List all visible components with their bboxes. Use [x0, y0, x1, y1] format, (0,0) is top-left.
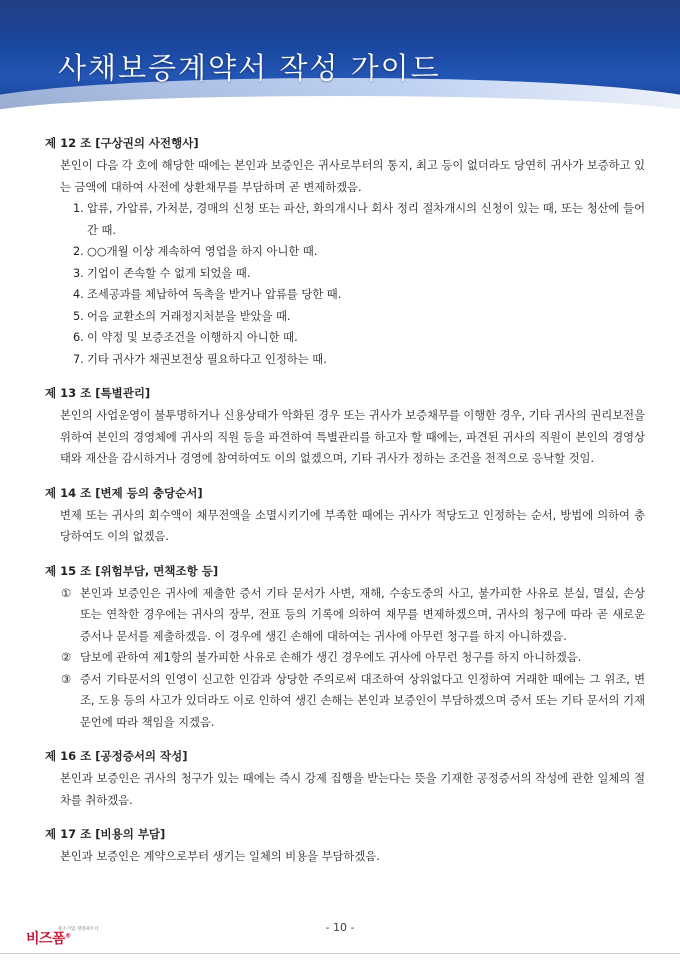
- clause-number: ③: [61, 672, 72, 686]
- clause-item: [61, 647, 645, 669]
- list-item: [73, 349, 645, 371]
- item-number: 1.: [73, 202, 84, 215]
- item-number: 3.: [73, 266, 84, 280]
- footer-divider: [0, 953, 680, 954]
- article-paragraph: 변제 또는 귀사의 회수액이 채무전액을 소멸시키기에 부족한 때에는 귀사가 적당도고 인정하는 순서, 방법에 의하여 충당하여도 이의 없겠음.: [60, 508, 645, 543]
- list-item: [73, 198, 645, 241]
- item-number: 6.: [73, 331, 84, 344]
- logo-name: 비즈폼: [26, 931, 66, 947]
- article-heading: 제 15 조 [위험부담, 면책조항 등]: [45, 563, 219, 578]
- list-item: [73, 263, 645, 285]
- article-heading: 제 17 조 [비용의 부담]: [45, 827, 166, 841]
- page-header: [0, 0, 680, 112]
- header-shine: [0, 0, 680, 45]
- article-16: [45, 747, 645, 811]
- clause-text: 담보에 관하여 제1항의 불가피한 사유로 손해가 생긴 경우에도 귀사에 아무런 청구를 하지 아니하겠음.: [80, 651, 582, 664]
- clause-text: 본인과 보증인은 귀사에 제출한 증서 기타 문서가 사변, 재해, 수송도중의 사고, 불가피한 사유로 분실, 멸실, 손상 또는 연착한 경우에는 귀사의 장부, 전표 등의 기록에 의하여 채무를 변제하겠으며, 귀사의 청구에 따라 곧 새로운 증서나 문서를 제출하겠음. 이 경우에 생긴 손해에 대하여는 귀사에 아무런 청구를 하지 아니하겠음.: [80, 586, 645, 643]
- page-title: 사채보증계약서 작성 가이드: [58, 51, 441, 85]
- item-text: ○○개월 이상 계속하여 영업을 하지 아니한 때.: [87, 245, 318, 258]
- article-15: [45, 562, 645, 734]
- item-text: 조세공과를 체납하여 독촉을 받거나 압류를 당한 때.: [87, 288, 342, 301]
- item-text: 압류, 가압류, 가처분, 경매의 신청 또는 파산, 화의개시나 회사 정리 절차개시의 신청이 있는 때, 또는 청산에 들어간 때.: [87, 202, 645, 237]
- clause-number: ①: [61, 586, 72, 600]
- article-13: [45, 384, 645, 470]
- list-item: [73, 306, 645, 328]
- bizforms-logo: [26, 926, 106, 948]
- item-text: 기업이 존속할 수 없게 되었을 때.: [87, 266, 251, 280]
- item-text: 기타 귀사가 채권보전상 필요하다고 인정하는 때.: [87, 352, 327, 366]
- item-number: 4.: [73, 288, 84, 301]
- article-paragraph: 본인과 보증인은 귀사의 청구가 있는 때에는 즉시 강제 집행을 받는다는 뜻을 기재한 공정증서의 작성에 관한 일체의 절차를 취하겠음.: [60, 772, 645, 807]
- list-item: [73, 327, 645, 349]
- clause-item: [61, 669, 645, 734]
- clause-text: 증서 기타문서의 인영이 신고한 인감과 상당한 주의로써 대조하여 상위없다고 인정하여 거래한 때에는 그 위조, 변조, 도용 등의 사고가 있더라도 이로 인하여 생긴 손해는 본인과 보증인이 부담하겠으며 증서 또는 기타 문서의 기재 문언에 따라 책임을 지겠음.: [80, 672, 645, 729]
- clause-item: [61, 583, 645, 648]
- article-heading: 제 14 조 [변제 등의 충당순서]: [45, 485, 203, 500]
- list-item: [73, 241, 645, 263]
- logo-tagline: 중소기업 경영파트너: [58, 927, 99, 932]
- list-item: [73, 284, 645, 306]
- article-item-list: [73, 198, 645, 370]
- item-number: 7.: [73, 352, 84, 366]
- item-number: 2.: [73, 245, 84, 258]
- document-body: [45, 134, 645, 882]
- item-text: 이 약정 및 보증조건을 이행하지 아니한 때.: [87, 331, 298, 344]
- logo-registered-mark: ®: [65, 932, 71, 940]
- article-paragraph: 본인이 다음 각 호에 해당한 때에는 본인과 보증인은 귀사로부터의 통지, 최고 등이 없더라도 당연히 귀사가 보증하고 있는 금액에 대하여 사전에 상환채무를 부담하며 곧 변제하겠음.: [60, 159, 645, 194]
- item-text: 어음 교환소의 거래정지처분을 받았을 때.: [87, 309, 291, 323]
- article-clause-list: [61, 583, 645, 734]
- article-heading: 제 12 조 [구상권의 사전행사]: [45, 136, 199, 150]
- clause-number: ②: [61, 651, 72, 664]
- article-paragraph: 본인과 보증인은 계약으로부터 생기는 일체의 비용을 부담하겠음.: [60, 850, 380, 863]
- article-14: [45, 484, 645, 548]
- article-paragraph: 본인의 사업운영이 불투명하거나 신용상태가 악화된 경우 또는 귀사가 보증채무를 이행한 경우, 기타 귀사의 권리보전을 위하여 본인의 경영체에 귀사의 직원 등을 파견하여 특별관리를 하고자 할 때에는, 파견된 귀사의 직원이 본인의 경영상태와 재산을 감시하거나 경영에 참여하여도 이의 없겠으며, 기타 귀사가 정하는 조건을 전적으로 응낙할 것임.: [60, 409, 646, 465]
- item-number: 5.: [73, 309, 84, 323]
- article-heading: 제 16 조 [공정증서의 작성]: [45, 749, 188, 763]
- article-heading: 제 13 조 [특별관리]: [45, 386, 151, 400]
- article-12: [45, 134, 645, 370]
- article-17: [45, 825, 645, 868]
- page-number: - 10 -: [325, 921, 355, 934]
